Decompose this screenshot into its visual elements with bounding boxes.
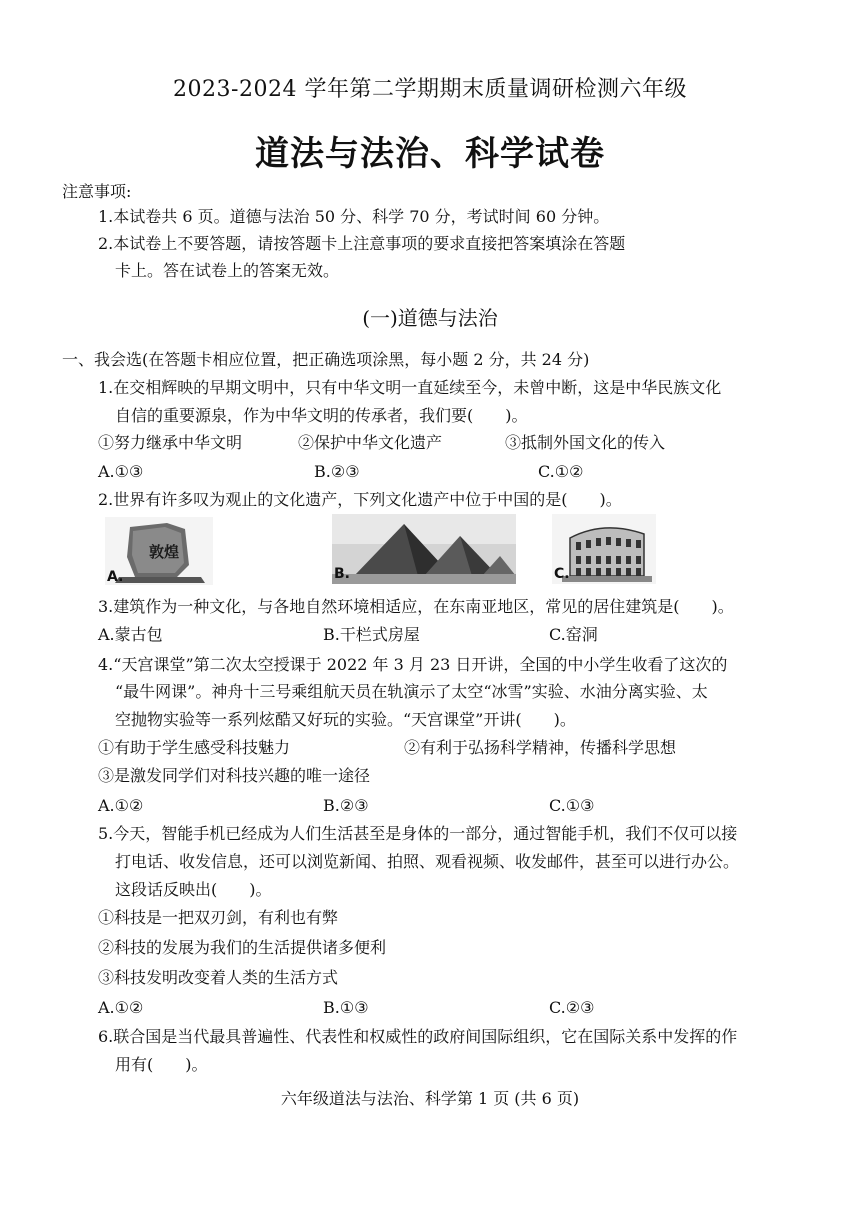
q3-line-1: 3.建筑作为一种文化，与各地自然环境相适应，在东南亚地区，常见的居住建筑是( )。 — [98, 597, 734, 616]
q4-statement-1: ①有助于学生感受科技魅力 — [98, 738, 291, 757]
q3-option-c: C.窑洞 — [549, 625, 598, 644]
image-a-label: A. — [107, 569, 124, 585]
q4-statement-3: ③是激发同学们对科技兴趣的唯一途径 — [98, 766, 371, 785]
page-footer: 六年级道法与法治、科学第 1 页 (共 6 页) — [280, 1089, 580, 1108]
q4-line-2: “最牛网课”。神舟十三号乘组航天员在轨演示了太空“冰雪”实验、水油分离实验、太 — [115, 682, 708, 701]
q1-line-2: 自信的重要源泉，作为中华文明的传承者，我们要( )。 — [115, 406, 528, 425]
q5-option-a: A.①② — [98, 998, 144, 1017]
notes-item-2-line-1: 2.本试卷上不要答题，请按答题卡上注意事项的要求直接把答案填涂在答题 — [98, 234, 626, 253]
section-title: (一)道德与法治 — [362, 306, 498, 330]
q1-statement-1: ①努力继承中华文明 — [98, 433, 243, 452]
q5-statement-1: ①科技是一把双刃剑，有利也有弊 — [98, 908, 339, 927]
monument-inscription: 敦煌 — [149, 543, 180, 561]
q1-statement-3: ③抵制外国文化的传入 — [505, 433, 666, 452]
q3-option-b: B.干栏式房屋 — [323, 625, 420, 644]
q5-line-1: 5.今天，智能手机已经成为人们生活甚至是身体的一部分，通过智能手机，我们不仅可以接 — [98, 824, 738, 843]
q4-statement-2: ②有利于弘扬科学精神，传播科学思想 — [404, 738, 677, 757]
q4-line-3: 空抛物实验等一系列炫酷又好玩的实验。“天宫课堂”开讲( )。 — [115, 710, 576, 729]
image-b-label: B. — [334, 566, 350, 582]
q5-statement-3: ③科技发明改变着人类的生活方式 — [98, 968, 339, 987]
q1-option-b: B.②③ — [314, 462, 360, 481]
part-heading: 一、我会选(在答题卡相应位置，把正确选项涂黑，每小题 2 分，共 24 分) — [62, 350, 590, 369]
pyramids-icon — [332, 514, 516, 584]
notes-heading: 注意事项: — [62, 182, 132, 201]
q3-option-a: A.蒙古包 — [98, 625, 163, 644]
q4-line-1: 4.“天宫课堂”第二次太空授课于 2022 年 3 月 23 日开讲，全国的中小学生收看了这次的 — [98, 655, 728, 674]
q6-line-2: 用有( )。 — [115, 1055, 208, 1074]
image-c-label: C. — [554, 566, 570, 582]
q4-option-a: A.①② — [98, 796, 144, 815]
q5-option-c: C.②③ — [549, 998, 595, 1017]
q4-option-b: B.②③ — [323, 796, 369, 815]
notes-item-2-line-2: 卡上。答在试卷上的答案无效。 — [115, 261, 340, 280]
notes-item-1: 1.本试卷共 6 页。道德与法治 50 分、科学 70 分，考试时间 60 分钟。 — [98, 207, 610, 226]
q2-line-1: 2.世界有许多叹为观止的文化遗产，下列文化遗产中位于中国的是( )。 — [98, 490, 622, 509]
heritage-image-a — [105, 517, 213, 585]
q1-statement-2: ②保护中华文化遗产 — [298, 433, 443, 452]
q1-option-c: C.①② — [538, 462, 584, 481]
q5-line-3: 这段话反映出( )。 — [115, 880, 272, 899]
heritage-image-b — [332, 514, 516, 584]
q5-option-b: B.①③ — [323, 998, 369, 1017]
q4-option-c: C.①③ — [549, 796, 595, 815]
q1-option-a: A.①③ — [98, 462, 144, 481]
q1-line-1: 1.在交相辉映的早期文明中，只有中华文明一直延续至今，未曾中断，这是中华民族文化 — [98, 378, 722, 397]
q5-statement-2: ②科技的发展为我们的生活提供诸多便利 — [98, 938, 387, 957]
q6-line-1: 6.联合国是当代最具普遍性、代表性和权威性的政府间国际组织，它在国际关系中发挥的作 — [98, 1027, 738, 1046]
q5-line-2: 打电话、收发信息，还可以浏览新闻、拍照、观看视频、收发邮件，甚至可以进行办公。 — [115, 852, 740, 871]
exam-subtitle: 2023-2024 学年第二学期期末质量调研检测六年级 — [173, 77, 687, 102]
heritage-image-c — [552, 514, 656, 584]
exam-title: 道法与法治、科学试卷 — [255, 134, 605, 174]
